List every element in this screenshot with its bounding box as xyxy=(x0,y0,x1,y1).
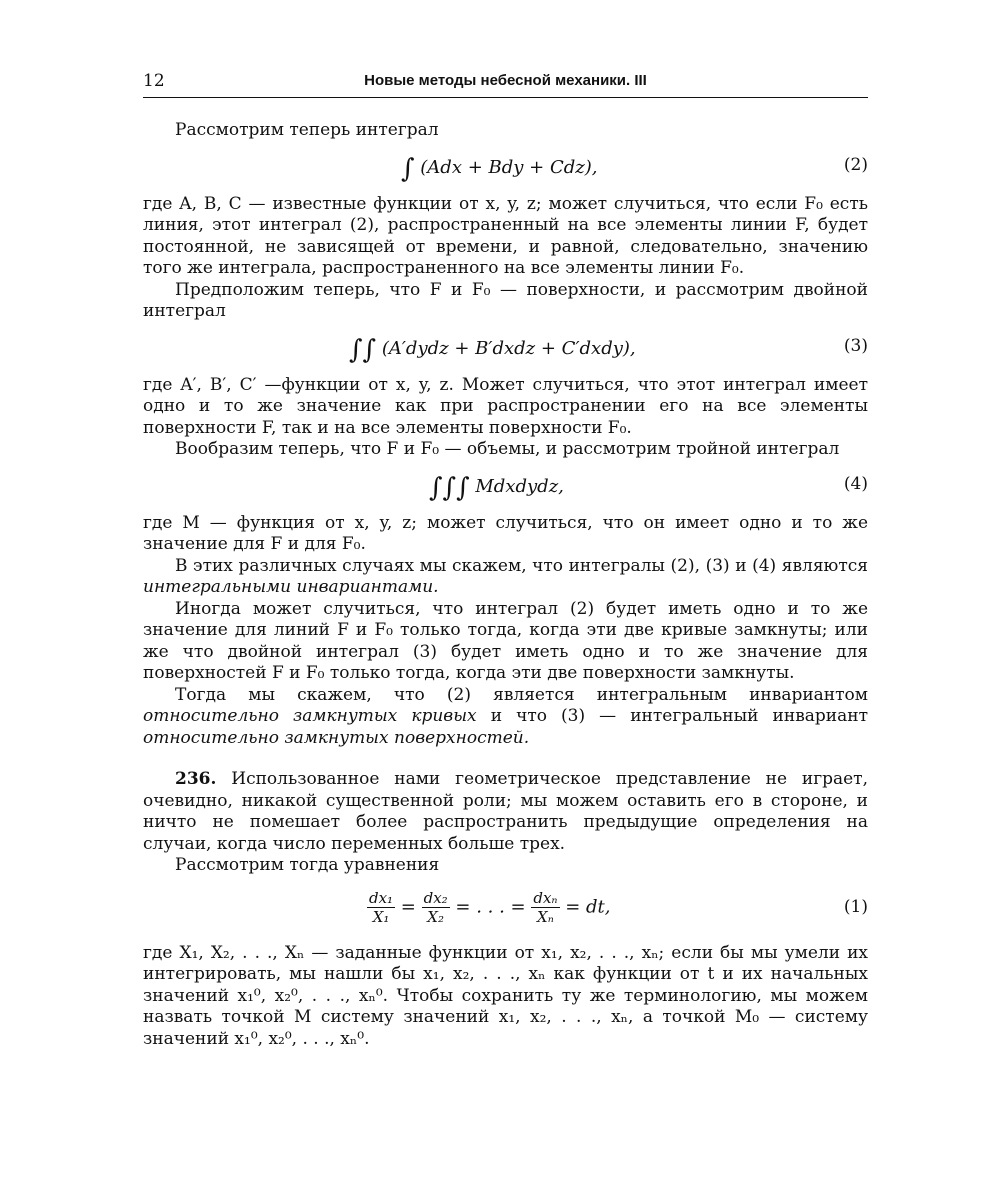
paragraph xyxy=(143,556,868,599)
running-header xyxy=(143,67,868,98)
integral-sign: ∫∫ xyxy=(349,334,377,365)
equation-expression: Mdxdydz, xyxy=(475,475,564,497)
integral-sign: ∫ xyxy=(401,153,415,184)
emphasis: относительно замкнутых поверхностей. xyxy=(143,727,530,748)
equation-number: (1) xyxy=(843,896,868,917)
equation-tail: = dt, xyxy=(559,896,611,917)
section-number: 236. xyxy=(175,769,217,789)
fraction: $\frac{\text{dx₂}}{\text{X₂}}$ xyxy=(423,888,448,926)
paragraph: Рассмотрим теперь интеграл xyxy=(175,120,439,140)
emphasis: интегральными инвариантами. xyxy=(143,577,439,597)
fraction: $\frac{\text{dxₙ}}{\text{Xₙ}}$ xyxy=(533,888,558,926)
equation-number: (3) xyxy=(843,335,868,356)
fraction: $\frac{\text{dx₁}}{\text{X₁}}$ xyxy=(369,888,394,926)
equation-expression: (Adx + Bdy + Cdz), xyxy=(420,156,598,178)
section-gap xyxy=(143,749,868,769)
paragraph xyxy=(143,769,868,855)
paragraph: Иногда может случиться, что интеграл (2) будет иметь одно и то же значение для линий F и F₀ только тогда, когда эти две кривые замкнуты; или же что двойной интеграл (3) будет иметь одно и то же значение для поверхностей F и F₀ только тогда, когда эти две поверхности замкнуты. xyxy=(143,598,868,683)
paragraph-text: В этих различных случаях мы скажем, что интегралы (2), (3) и (4) являются xyxy=(175,555,868,576)
equation-1 xyxy=(143,881,868,937)
paragraph: Вообразим теперь, что F и F₀ — объемы, и рассмотрим тройной интеграл xyxy=(175,439,840,459)
integral-sign: ∫∫∫ xyxy=(429,472,470,503)
equation-expression: (A′dydz + B′dxdz + C′dxdy), xyxy=(381,337,636,359)
page-body xyxy=(143,120,868,1050)
paragraph: где X₁, X₂, . . ., Xₙ — заданные функции от x₁, x₂, . . ., xₙ; если бы мы умели их интегрировать, мы нашли бы x₁, x₂, . . ., xₙ как функции от t и их начальных значений x₁⁰, x₂⁰, . . ., xₙ⁰. Чтобы сохранить ту же терминологию, мы можем назвать точкой M систему значений x₁, x₂, . . ., xₙ, а точкой M₀ — систему значений x₁⁰, x₂⁰, . . ., xₙ⁰. xyxy=(143,942,868,1049)
paragraph: где A′, B′, C′ —функции от x, y, z. Может случиться, что этот интеграл имеет одно и то же значение как при распространении его на все элементы поверхности F, так и на все элементы поверхности F₀. xyxy=(143,374,868,438)
paragraph: Рассмотрим тогда уравнения xyxy=(175,855,440,875)
running-title: Новые методы небесной механики. III xyxy=(364,72,647,89)
equation-2 xyxy=(143,146,868,188)
page-number: 12 xyxy=(143,71,165,91)
equation-4-math xyxy=(429,472,564,503)
equation-dots: = . . . = xyxy=(449,896,532,917)
equation-4 xyxy=(143,465,868,507)
equation-3-math xyxy=(349,334,636,365)
equation-1-math: $\frac{\text{dx₁}}{\text{X₁}}$ = $\frac{\text{dx₂}}{\text{X₂}}$ = . . . = $\frac{\text{dxₙ}}{\text{Xₙ}}$ = dt, xyxy=(369,888,611,926)
paragraph: где A, B, C — известные функции от x, y, z; может случиться, что если F₀ есть линия, этот интеграл (2), распространенный на все элементы линии F, будет постоянной, не зависящей от времени, и равной, следовательно, значению того же интеграла, распространенного на все элементы линии F₀. xyxy=(143,193,868,278)
paragraph-text: и что (3) — интегральный инвариант xyxy=(476,706,868,726)
paragraph xyxy=(143,685,868,750)
paragraph: где M — функция от x, y, z; может случиться, что он имеет одно и то же значение для F и для F₀. xyxy=(143,512,868,554)
paragraph-text: Использованное нами геометрическое представление не играет, очевидно, никакой существенной роли; мы можем оставить его в стороне, и ничто не помешает более распространить предыдущие определения на случаи, когда число переменных больше трех. xyxy=(143,769,868,854)
emphasis: относительно замкнутых кривых xyxy=(143,706,477,726)
equation-number: (2) xyxy=(843,154,868,175)
equation-2-math xyxy=(401,153,598,184)
paragraph: Предположим теперь, что F и F₀ — поверхности, и рассмотрим двойной интеграл xyxy=(143,279,868,321)
equation-3 xyxy=(143,327,868,369)
paragraph-text: Тогда мы скажем, что (2) является интегральным инвариантом xyxy=(175,684,868,705)
equation-number: (4) xyxy=(843,473,868,494)
